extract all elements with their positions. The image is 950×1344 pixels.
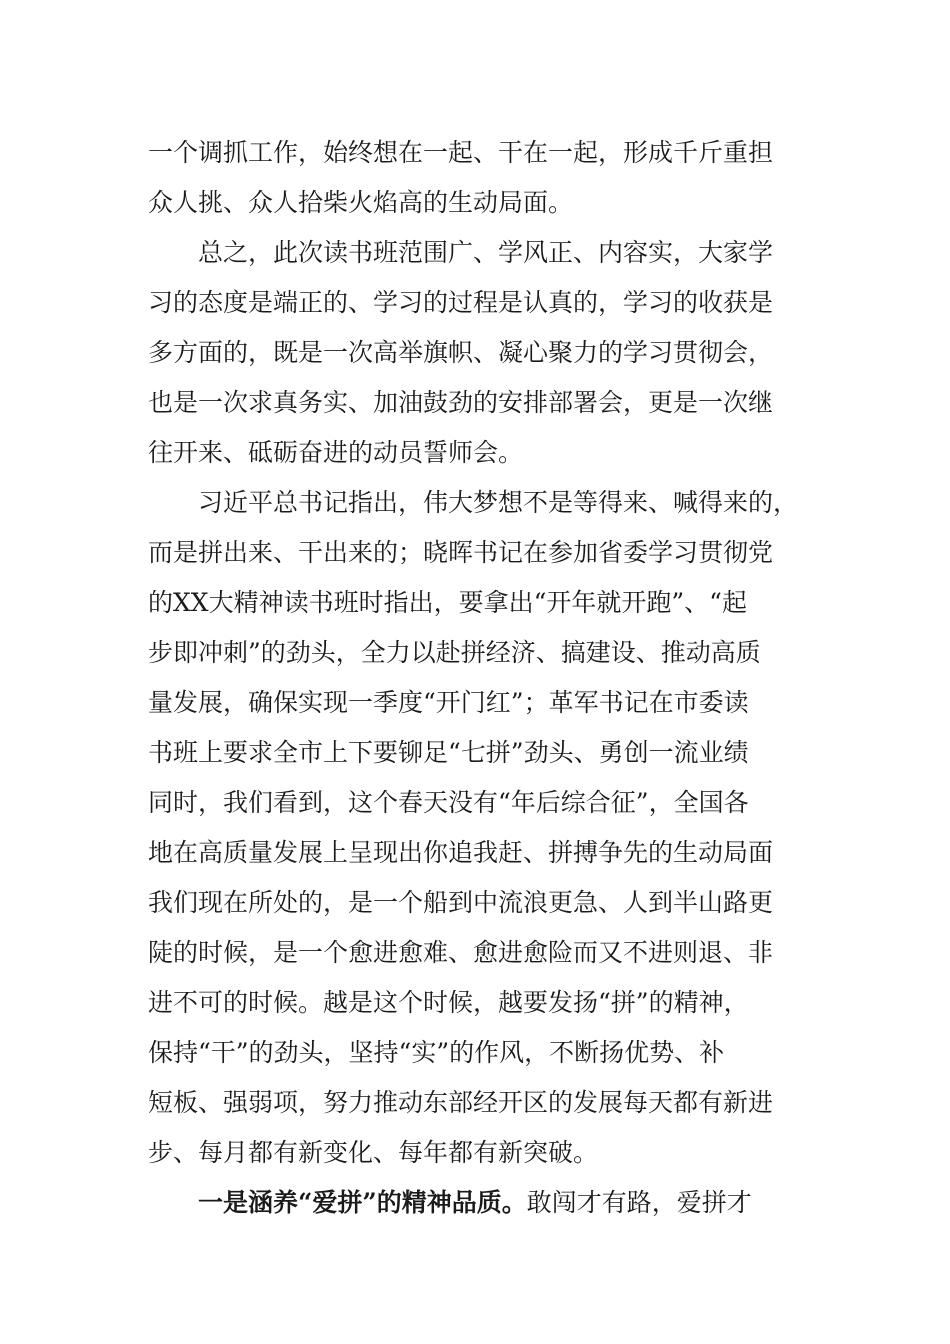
- paragraph-3-line-7: 同时，我们看到，这个春天没有“年后综合征”，全国各: [148, 788, 749, 817]
- paragraph-3-line-5: 量发展，确保实现一季度“开门红”；革军书记在市委读: [148, 688, 749, 717]
- paragraph-3-line-8: 地在高质量发展上呈现出你追我赶、拼搏争先的生动局面: [148, 838, 774, 867]
- paragraph-1-line-2: 众人挑、众人拾柴火焰高的生动局面。: [148, 188, 574, 217]
- paragraph-4-text: 敢闯才有路，爱拼才: [526, 1188, 752, 1217]
- paragraph-3-line-6: 书班上要求全市上下要铆足“七拼”劲头、勇创一流业绩: [148, 738, 749, 767]
- paragraph-2-line-3: 多方面的，既是一次高举旗帜、凝心聚力的学习贯彻会，: [148, 338, 774, 367]
- paragraph-3-line-1: 习近平总书记指出，伟大梦想不是等得来、喊得来的，: [198, 488, 799, 517]
- paragraph-2-line-2: 习的态度是端正的、学习的过程是认真的，学习的收获是: [148, 288, 774, 317]
- paragraph-3-line-12: 保持“干”的劲头，坚持“实”的作风，不断扬优势、补: [148, 1038, 725, 1067]
- paragraph-2-line-5: 往开来、砥砺奋进的动员誓师会。: [148, 438, 524, 467]
- paragraph-3-line-4: 步即冲刺”的劲头，全力以赴拼经济、搞建设、推动高质: [148, 638, 761, 667]
- paragraph-3-line-11: 进不可的时候。越是这个时候，越要发扬“拼”的精神，: [148, 988, 749, 1017]
- paragraph-2-line-4: 也是一次求真务实、加油鼓劲的安排部署会，更是一次继: [148, 388, 774, 417]
- paragraph-3-line-2: 而是拼出来、干出来的；晓晖书记在参加省委学习贯彻党: [148, 538, 774, 567]
- paragraph-1-line-1: 一个调抓工作，始终想在一起、干在一起，形成千斤重担: [148, 138, 774, 167]
- paragraph-4-line-1: [198, 1178, 752, 1228]
- paragraph-4-heading: 一是涵养“爱拼”的精神品质。: [198, 1188, 527, 1217]
- paragraph-2-line-1: 总之，此次读书班范围广、学风正、内容实，大家学: [198, 238, 774, 267]
- paragraph-3-line-9: 我们现在所处的，是一个船到中流浪更急、人到半山路更: [148, 888, 774, 917]
- paragraph-3-line-13: 短板、强弱项，努力推动东部经开区的发展每天都有新进: [148, 1088, 774, 1117]
- paragraph-3-line-10: 陡的时候，是一个愈进愈难、愈进愈险而又不进则退、非: [148, 938, 774, 967]
- paragraph-3-line-14: 步、每月都有新变化、每年都有新突破。: [148, 1138, 599, 1167]
- paragraph-3-line-3: 的XX大精神读书班时指出，要拿出“开年就开跑”、“起: [148, 588, 747, 617]
